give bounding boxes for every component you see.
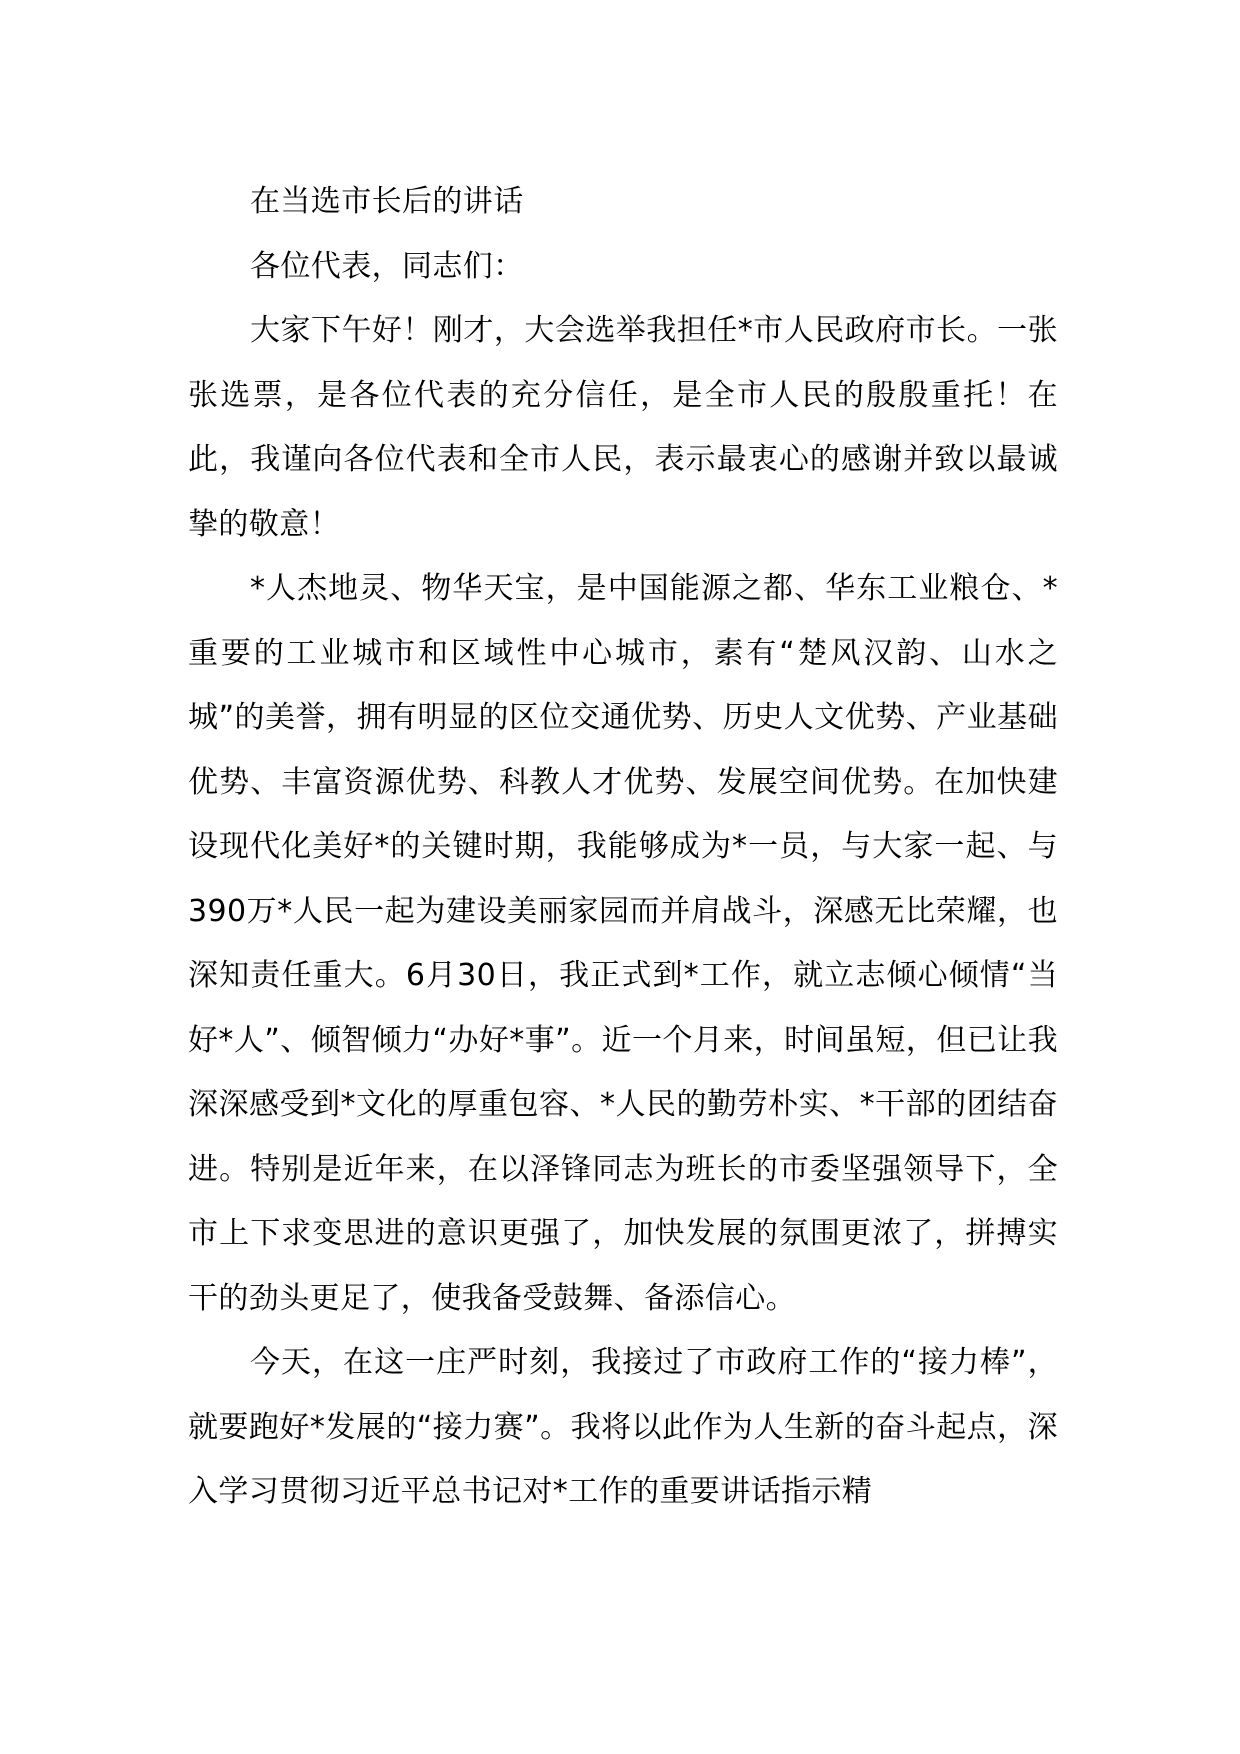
paragraph-2: *人杰地灵、物华天宝，是中国能源之都、华东工业粮仓、*重要的工业城市和区域性中心城市，素有“楚风汉韵、山水之城”的美誉，拥有明显的区位交通优势、历史人文优势、产业基础优势、丰富资源优势、科教人才优势、发展空间优势。在加快建设现代化美好*的关键时期，我能够成为*一员，与大家一起、与390万*人民一起为建设美丽家园而并肩战斗，深感无比荣耀，也深知责任重大。6月30日，我正式到*工作，就立志倾心倾情“当好*人”、倾智倾力“办好*事”。近一个月来，时间虽短，但已让我深深感受到*文化的厚重包容、*人民的勤劳朴实、*干部的团结奋进。特别是近年来，在以泽锋同志为班长的市委坚强领导下，全市上下求变思进的意识更强了，加快发展的氛围更浓了，拼搏实干的劲头更足了，使我备受鼓舞、备添信心。 [188, 571, 1058, 1316]
paragraph-1: 大家下午好！刚才，大会选举我担任*市人民政府市长。一张张选票，是各位代表的充分信任，是全市人民的殷殷重托！在此，我谨向各位代表和全市人民，表示最衷心的感谢并致以最诚挚的敬意！ [188, 313, 1058, 542]
document-title: 在当选市长后的讲话 [250, 184, 524, 219]
salutation: 各位代表，同志们： [250, 248, 524, 284]
paragraph-3: 今天，在这一庄严时刻，我接过了市政府工作的“接力棒”，就要跑好*发展的“接力赛”。我将以此作为人生新的奋斗起点，深入学习贯彻习近平总书记对*工作的重要讲话指示精 [188, 1345, 1058, 1509]
document-body [188, 170, 1058, 1525]
